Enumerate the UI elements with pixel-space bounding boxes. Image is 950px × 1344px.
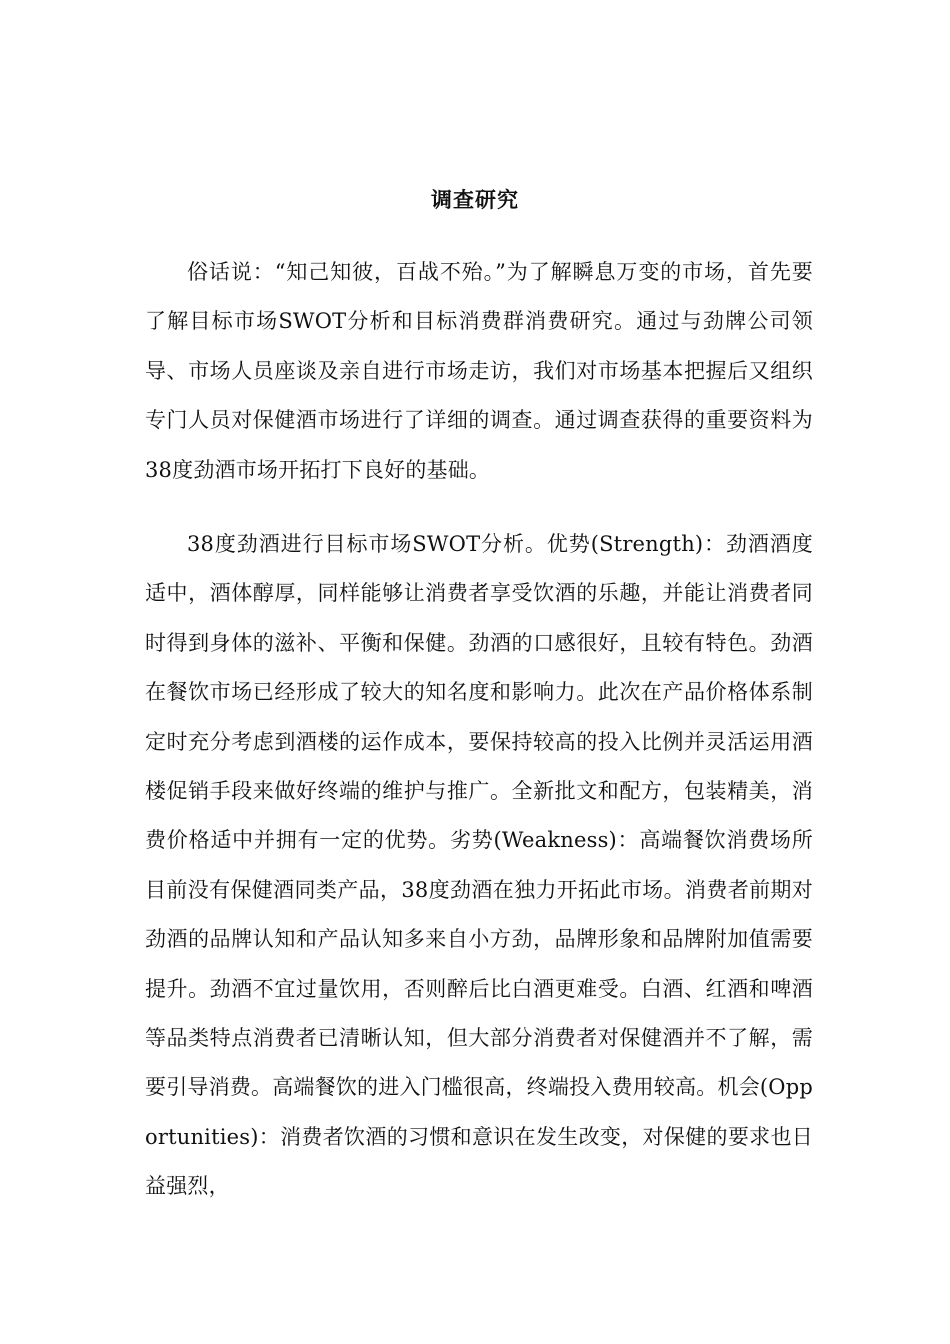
paragraph-swot: 38度劲酒进行目标市场SWOT分析。优势(Strength)：劲酒酒度适中，酒体醇厚，同样能够让消费者享受饮酒的乐趣，并能让消费者同时得到身体的滋补、平衡和保健。劲酒的口感很好，且较有特色。劲酒在餐饮市场已经形成了较大的知名度和影响力。此次在产品价格体系制定时充分考虑到酒楼的运作成本，要保持较高的投入比例并灵活运用酒楼促销手段来做好终端的维护与推广。全新批文和配方，包装精美，消费价格适中并拥有一定的优势。劣势(Weakness)：高端餐饮消费场所目前没有保健酒同类产品，38度劲酒在独力开拓此市场。消费者前期对劲酒的品牌认知和产品认知多来自小方劲，品牌形象和品牌附加值需要提升。劲酒不宜过量饮用，否则醉后比白酒更难受。白酒、红酒和啤酒等品类特点消费者已清晰认知，但大部分消费者对保健酒并不了解，需要引导消费。高端餐饮的进入门槛很高，终端投入费用较高。机会(Opportunities)：消费者饮酒的习惯和意识在发生改变，对保健的要求也日益强烈， bbox=[145, 532, 813, 1199]
paragraph-intro: 俗话说：“知己知彼，百战不殆。”为了解瞬息万变的市场，首先要了解目标市场SWOT分析和目标消费群消费研究。通过与劲牌公司领导、市场人员座谈及亲自进行市场走访，我们对市场基本把握后又组织专门人员对保健酒市场进行了详细的调查。通过调查获得的重要资料为38度劲酒市场开拓打下良好的基础。 bbox=[145, 260, 813, 482]
page-title: 调查研究 bbox=[431, 187, 519, 212]
